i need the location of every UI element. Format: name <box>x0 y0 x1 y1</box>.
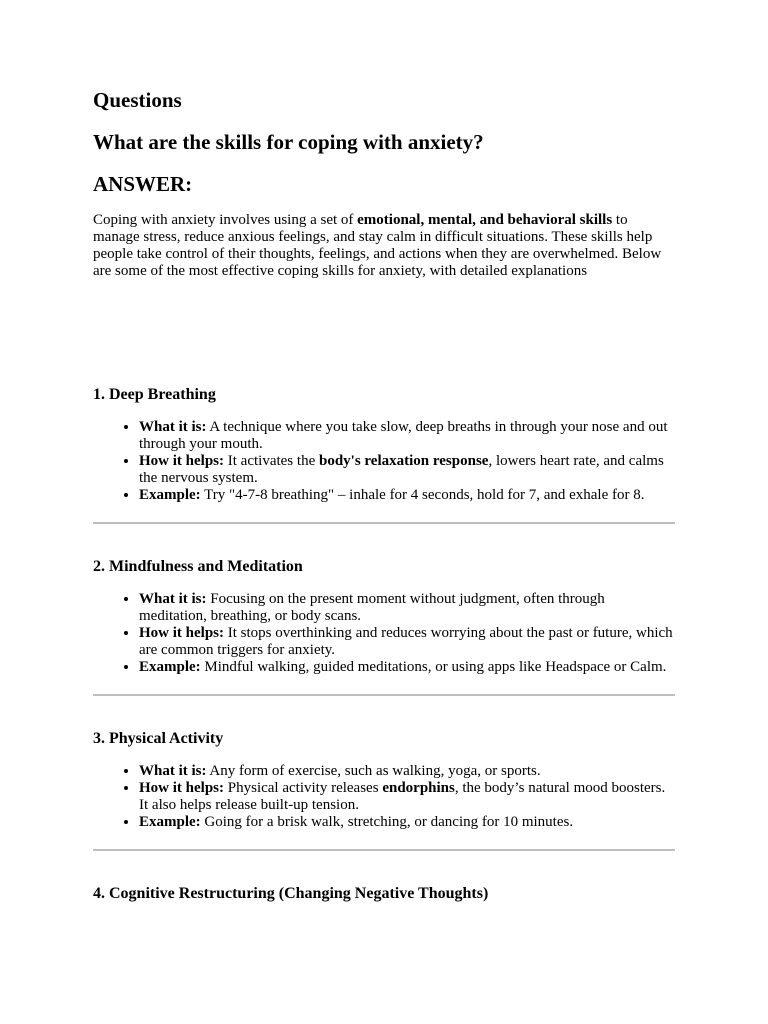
item-text: It stops overthinking and reduces worrying about the past or future, which are common triggers for anxiety. <box>139 625 673 658</box>
section-mindfulness <box>93 557 675 696</box>
list-item <box>139 591 675 625</box>
item-text: , lowers heart rate, and calms the nervous system. <box>139 453 664 486</box>
section-divider <box>93 522 675 524</box>
section-list <box>93 419 675 504</box>
item-text: It activates the <box>224 453 319 469</box>
list-item <box>139 763 675 780</box>
item-bold-text: body's relaxation response <box>318 453 489 469</box>
section-divider <box>93 694 675 696</box>
question-title: What are the skills for coping with anxiety? <box>93 130 484 154</box>
item-label: How it helps: <box>139 780 225 796</box>
item-text: Mindful walking, guided meditations, or using apps like Headspace or Calm. <box>200 659 667 675</box>
list-item <box>139 625 675 659</box>
answer-heading: ANSWER: <box>93 172 193 196</box>
item-label: Example: <box>139 814 201 830</box>
list-item <box>139 659 675 676</box>
item-label: How it helps: <box>139 453 225 469</box>
item-label: What it is: <box>139 763 207 779</box>
item-label: Example: <box>139 659 201 675</box>
item-text: Physical activity releases <box>224 780 383 796</box>
item-text: Focusing on the present moment without judgment, often through meditation, breathing, or body scans. <box>139 591 605 624</box>
item-label: What it is: <box>139 419 207 435</box>
item-label: What it is: <box>139 591 207 607</box>
section-physical-activity <box>93 729 675 851</box>
intro-text-start: Coping with anxiety involves using a set of <box>93 212 358 228</box>
section-list <box>93 763 675 831</box>
item-text: A technique where you take slow, deep breaths in through your nose and out through your mouth. <box>139 419 668 452</box>
list-item <box>139 487 675 504</box>
item-label: How it helps: <box>139 625 225 641</box>
section-deep-breathing <box>93 385 675 524</box>
section-divider <box>93 849 675 851</box>
section-heading: 3. Physical Activity <box>93 730 224 747</box>
list-item <box>139 814 675 831</box>
section-heading: 1. Deep Breathing <box>93 386 216 403</box>
section-heading: 2. Mindfulness and Meditation <box>93 558 303 575</box>
intro-bold-text: emotional, mental, and behavioral skills <box>357 212 613 228</box>
item-text: Any form of exercise, such as walking, yoga, or sports. <box>206 763 541 779</box>
intro-paragraph <box>93 212 675 280</box>
item-label: Example: <box>139 487 201 503</box>
section-heading: 4. Cognitive Restructuring (Changing Negative Thoughts) <box>93 885 489 902</box>
item-text: Going for a brisk walk, stretching, or dancing for 10 minutes. <box>200 814 574 830</box>
list-item <box>139 780 675 814</box>
section-cognitive-restructuring <box>93 884 675 904</box>
list-item <box>139 453 675 487</box>
item-text: Try "4-7-8 breathing" – inhale for 4 seconds, hold for 7, and exhale for 8. <box>200 487 645 503</box>
item-text: , the body’s natural mood boosters. It also helps release built-up tension. <box>139 780 666 813</box>
intro-text-end: to manage stress, reduce anxious feelings, and stay calm in difficult situations. These skills help people take control of their thoughts, feelings, and actions when they are overwhelmed. Below are some of the most effective coping skills for anxiety, with detailed explanations <box>93 212 662 279</box>
item-bold-text: endorphins <box>382 780 455 796</box>
document-content <box>93 86 675 904</box>
section-list <box>93 591 675 676</box>
questions-heading: Questions <box>93 88 182 112</box>
list-item <box>139 419 675 453</box>
